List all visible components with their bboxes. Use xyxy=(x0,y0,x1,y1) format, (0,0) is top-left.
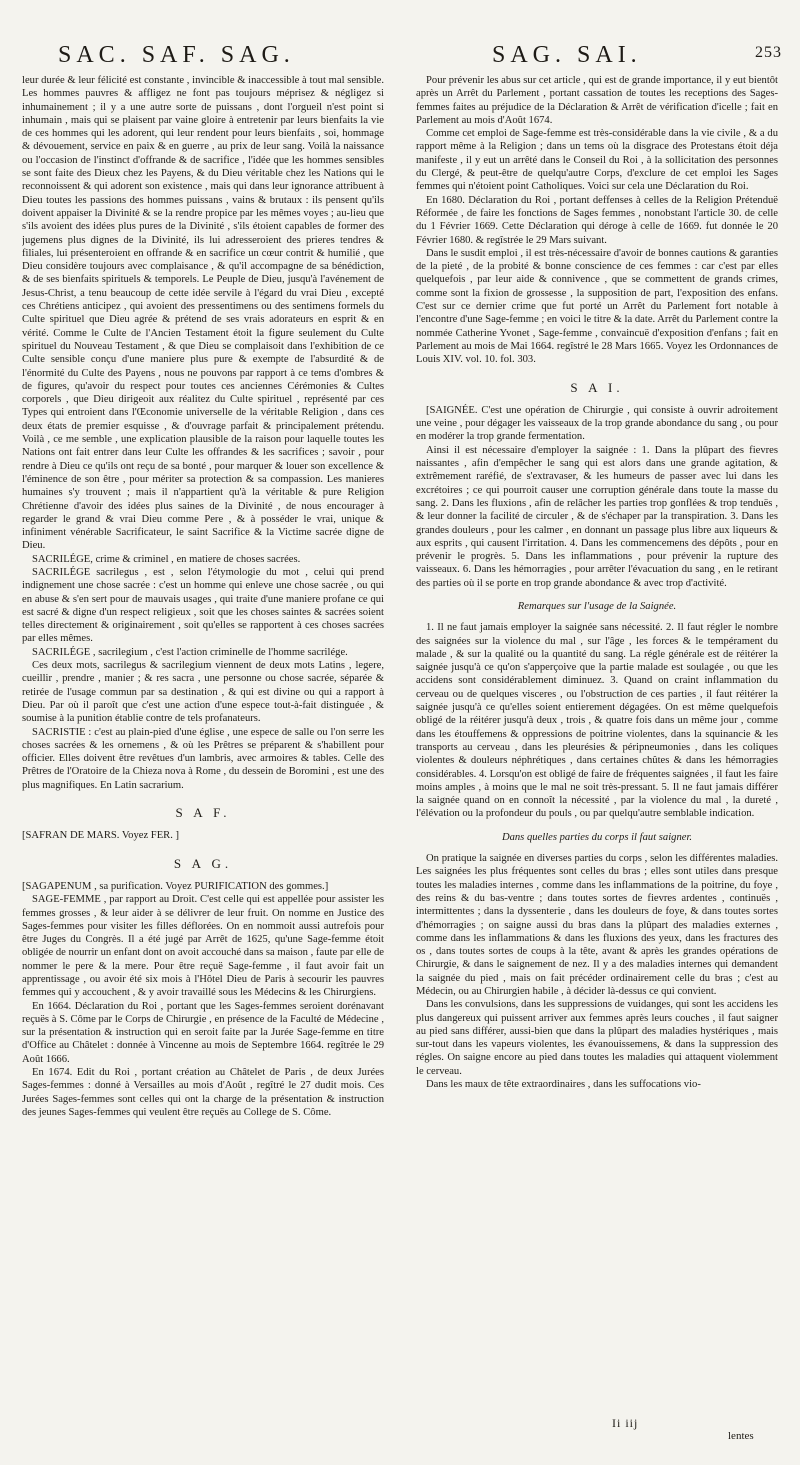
paragraph: Ces deux mots, sacrilegus & sacrilegium viennent de deux mots Latins , legere, cueillir , prendre , manier ; & res sacra , une personne ou chose sacrée, séparée & retirée de l'usage commun par sa destination , & qui est divine ou qui a rapport à Dieu. Par où il paroît que c'est une action d'une espece tout-à-fait distinguée , & soumise à la punition établie contre de tels profanateurs. xyxy=(22,660,384,725)
left-column xyxy=(22,74,384,1444)
signature-mark: Ii iij xyxy=(612,1416,639,1430)
paragraph: Pour prévenir les abus sur cet article , qui est de grande importance, il y eut bientôt après un Arrêt du Parlement , portant cassation de toutes les receptions des Sages-femmes faites au préjudice de la Déclaration & Arrêt de vérification d'icelle ; fait en Parlement au mois d'Août 1674. xyxy=(416,75,778,126)
paragraph: Dans les convulsions, dans les suppressions de vuidanges, qui sont les accidens les plus dangereux qui puissent arriver aux femmes après leurs couches , il faut saigner au pied sans différer, aussi-bien que dans la plûpart des maladies hystériques , mais sur-tout dans les vapeurs violentes, les évanouissemens, & dans la suppression des régles. On saigne encore au pied dans toutes les maladies qui attaquent violemment le cerveau. xyxy=(416,999,778,1077)
running-head-left: SAC. SAF. SAG. xyxy=(58,42,295,68)
paragraph: Ainsi il est nécessaire d'employer la saignée : 1. Dans la plûpart des fievres naissantes , afin d'empêcher le sang qui est alors dans une grande agitation, & extrêmement raréfié, de s'extravaser, & les humeurs de passer avec lui dans les excrétoires ; ce qui pourroit causer une corruption générale dans toute la masse du sang. 2. Dans les fluxions , afin de relâcher les parties trop gonflées & trop tenduës , & leur donner la facilité de circuler , & de s'échaper par la transpiration. 3. Dans les grandes douleurs , pour les calmer , en donnant un passage plus libre aux liqueurs & aux esprits , qui causent l'irritation. 4. Dans les commencemens des dépôts , pour en prévenir le progrès. 5. Dans les inflammations , pour prévenir la rupture des vaisseaux. 6. Dans les hémorragies , pour arrêter l'évacuation du sang , en le retirant des parties où il se porte en trop grande abondance & avec trop d'activité. xyxy=(416,444,778,589)
catchword: lentes xyxy=(728,1430,754,1442)
subheading-remarques: Remarques sur l'usage de la Saignée. xyxy=(517,600,677,612)
paragraph: [SAGAPENUM , sa purification. Voyez PURIFICATION des gommes.] xyxy=(22,880,329,892)
running-head-right: SAG. SAI. xyxy=(492,42,642,68)
paragraph: [SAIGNÉE. C'est une opération de Chirurgie , qui consiste à ouvrir adroitement une veine , pour dégager les vaisseaux de la trop grande abondance du sang , ou pour en modérer la trop grande fermentation. xyxy=(416,404,778,443)
paragraph: SACRISTIE : c'est au plain-pied d'une église , une espece de salle ou l'on serre les choses sacrées & les ornemens , & où les Prêtres se préparent & s'habillent pour officier. Elles doivent être revêtues d'un lambris, avec armoires & tables. Celle des Prêtres de l'Oratoire de la Chieza nova à Rome , du dessein de Boromini , est une des plus magnifiques. En Latin sacrarium. xyxy=(22,726,384,791)
entry-safran: [SAFRAN DE MARS. Voyez FER. ] xyxy=(22,830,180,842)
paragraph: Comme cet emploi de Sage-femme est très-considérable dans la vie civile , & a du rapport même à la Religion ; dans un tems où la disgrace des Protestans étoit déja manifeste , il y eut un arrêté dans le Conseil du Roi , à la sollicitation des personnes du Clergé, & peut-être de quelqu'autre Corps, d'exclure de cet emploi les Sages femmes qui n'étoient point Catholiques. Voici sur cela une Déclaration du Roi. xyxy=(416,128,778,193)
paragraph: En 1674. Edit du Roi , portant création au Châtelet de Paris , de deux Jurées Sages-femmes : donné à Versailles au mois d'Août , regîtré le 27 dudit mois. Ces Jurées Sages-femmes sont celles qui ont la charge de la présentation & instruction des jeunes Sages-femmes qui veulent être reçuës au College de S. Côme. xyxy=(22,1067,384,1118)
paragraph: 1. Il ne faut jamais employer la saignée sans nécessité. 2. Il faut régler le nombre des saignées sur la violence du mal , sur l'âge , les forces & le tempérament du malade , & sur la qualité ou la quantité du sang. La régle générale est de réitérer la saignée jusqu'à ce qu'on s'apperçoive que la partie malade est soulagée , ou que les accidens sont considérablement diminuez. 3. Quand on craint inflammation du cerveau ou de quelques visceres , ou l'obstruction de ces parties , il faut réitérer la saignée jusqu'à ce qu'elles soient entierement dégagées. On est même quelquefois obligé de la réitérer jusqu'à deux , trois , & quatre fois dans un même jour , comme dans les étouffemens & oppressions de poitrine violentes, dans la squinancie & les transports au cerveau , dans les pleurésies & péripneumonies , dans les coliques violentes & douleurs néphrétiques , dans certaines chûtes & dans les hémorragies considérables. 4. Lorsqu'on est obligé de faire de fréquentes saignées , il faut les faire moins amples , à moins que le mal ne soit très-pressant. 5. Il ne faut jamais différer la saignée quand on en connoît la nécessité , par la violence du mal , la dureté , l'élévation ou la profondeur du pouls , ou par quelqu'autre semblable indication. xyxy=(416,622,778,820)
paragraph: SAGE-FEMME , par rapport au Droit. C'est celle qui est appellée pour assister les femmes grosses , & leur aider à se délivrer de leur fruit. On nomme en Justice des Sages-femmes pour visiter les filles déflorées. On en nommoit aussi autrefois pour être Juges du Congrès. Il a été jugé par Arrêt de 1625, qu'une Sage-femme étoit obligée de nourrir un enfant dont on avoit accouché dans sa maison , faute par elle de nommer le pere & la mere. Pour être reçuë Sage-femme , il faut avoir fait un apprentissage , ou avoir été six mois à l'Hôtel Dieu de Paris à secourir les pauvres femmes qui y accouchent , & y avoir travaillé sous les Médecins & les Chirurgiens. xyxy=(22,894,384,999)
paragraph: On pratique la saignée en diverses parties du corps , selon les différentes maladies. Les saignées les plus fréquentes sont celles du bras ; elles sont utiles dans presque toutes les maladies internes , comme dans les inflammations de la poitrine, du foye , des reins & du bas-ventre ; dans toutes sortes de fievres ardentes , continuës , intermittentes ; dans la dyssenterie , dans les douleurs de foye, & dans toutes sortes d'hémorragies ; on saigne aussi du bras dans la plûpart des maladies externes , comme dans les inflammations & dans les fluxions des yeux, dans les fractures des os , dans toutes sortes de coups à la tête, avant & après les grandes opérations de Chirurgie, & dans le saignement de nez. Il y a des maladies internes qui demandent la saignée du pied , mais on fait précéder ordinairement celle du bras ; c'est au Médecin, ou au Chirurgien habile , à décider là-dessus ce qui convient. xyxy=(416,853,778,997)
paragraph: SACRILÉGE, crime & criminel , en matiere de choses sacrées. xyxy=(32,553,301,565)
paragraph: En 1680. Déclaration du Roi , portant deffenses à celles de la Religion Prétenduë Réformée , de faire les fonctions de Sages femmes , nonobstant l'article 30. de celle du 1 Février 1669. Cette Déclaration qui déroge à celle de 1669. fut donnée le 20 Février 1680. & regîstrée le 29 Mars suivant. xyxy=(416,194,778,246)
right-column xyxy=(416,74,778,1444)
paragraph: SACRILÉGE sacrilegus , est , selon l'étymologie du mot , celui qui prend indignement une chose sacrée : c'est un homme qui enleve une chose sacrée , ou qui en abuse & s'en sert pour de mauvais usages , qui traite d'une maniere profane ce qui est sacré & digne d'un respect religieux , soit que les choses saintes & sacrées soient telles directement & originairement , soit qu'elles se rapportent à ces choses sacrées par elles mêmes. xyxy=(22,566,384,645)
paragraph: Dans le susdit emploi , il est très-nécessaire d'avoir de bonnes cautions & garanties de la pieté , de la probité & bonne conscience de ces femmes : car c'est par elles quelquefois , par leur aide & connivence , que se commettent de grands crimes, comme sont la fixion de grossesse , la supposition de part, l'exposition des enfans. C'est sur ce dernier crime que fut porté un Arrêt du Parlement fort notable à l'encontre d'une Sage-femme ; en voici le titre & la date. Arrêt du Parlement contre la nommée Catherine Yvonet , Sage-femme , convaincuë d'exposition d'enfans ; fait en Parlement au mois de Mai 1664. regîstré le 28 Mars 1665. Voyez les Ordonnances de Louis XIV. vol. 10. fol. 303. xyxy=(416,247,778,366)
section-heading-sai: S A I. xyxy=(570,379,624,395)
paragraph: leur durée & leur félicité est constante , invincible & inaccessible à tout mal sensible. Les hommes pauvres & affligez ne font pas toujours méprisez & négligez si inhumainement ; il y a une autre sorte de puissans , dont l'orgueil n'est point si inhumain , mais qui se plaisent par vaine gloire à entretenir par leurs bienfaits la vie de ces hommes qui les adorent, qui leur rendent pour leurs bienfaits , soi, hommage & dévouement, service en paix & en guerre , au prix de leur sang. Voilà la naissance ou l'occasion de l'instinct d'offrande & de sacrifice , l'idée que les hommes sensibles se sont faite des Dieux chez les Payens, & du Dieu véritable chez les Nations qui le reconnoissent & qui adorent son existence , mais qui dans leur ignorance attribuent à Dieu toutes les passions des hommes puissans , vains & brutaux : ils pensent qu'ils doivent appaiser la Divinité & se la rendre propice par les mêmes voyes ; au-lieu que s'ils avoient des idées plus pures de la Divinité , s'ils étoient capables de former des jugemens plus dignes de la Divinité, ils lui adresseroient des prieres tendres & filiales, lui présenteroient en offrande & en sacrifice un cœur contrit & humilié , que Dieu considère toujours avec complaisance , & qu'il accompagne de sa bénédiction, & de ses bienfaits spirituels & temporels. Le Peuple de Dieu, jusqu'à l'avénement de Jesus-Christ, a tenu beaucoup de cette idée servile à l'égard du vrai Dieu , excepté ces Chrétiens anticipez , qui avoient des pressentimens ou des sentimens formels du Culte spirituel que Dieu agrée & prétend de ses vrais adorateurs en esprit & en vérité. Comme le Culte de l'Ancien Testament étoit la figure seulement du Culte spirituel du Nouveau Testament , & que Dieu se complaisoit dans l'exhibition de ce Culte sensible conçu d'une maniere plus pure & exempte de l'absurdité & de l'énormité du Culte des Payens , nous ne pouvons par rapport à ce tems d'ombres & de figures, qu'avoir du respect pour toutes ces anciennes Cérémonies & Cultes corporels , que Dieu dirigeoit aux réalitez du Culte spirituel , représenté par ces Types qui entroient dans l'Œconomie universelle de la véritable Religion , dans ces deux états de premier esquisse , & d'ouvrage parfait & principalement prétendu. Voilà , ce me semble , une explication plausible de la raison pour laquelle toutes les Nations ont fait entrer dans leur Culte les offrandes & les sacrifices ; savoir , pour rendre à Dieu ce qu'ils ont reçu de sa bonté , pour marquer & louer son excellence & l'éminence de son être , pour mériter sa protection & sa compassion. Les manieres humaines s'y trouvent ; mais il n'appartient qu'à la véritable & pure Religion Chrétienne d'avoir des idées plus saines de la Divinité , de nous encourager à regarder le grand & vrai Dieu comme Pere , & à posséder le vrai, unique & infiniment vénérable Sacrificateur, le saint Sacrifice & la Victime sacrée digne de Dieu. xyxy=(22,75,384,552)
subheading-parties: Dans quelles parties du corps il faut saigner. xyxy=(501,831,693,843)
paragraph: SACRILÉGE , sacrilegium , c'est l'action criminelle de l'homme sacrilége. xyxy=(32,646,348,658)
paragraph: Dans les maux de tête extraordinaires , dans les suffocations vio- xyxy=(426,1079,701,1091)
section-heading-sag: S A G. xyxy=(173,855,233,871)
paragraph: En 1664. Déclaration du Roi , portant que les Sages-femmes seroient dorénavant reçuës à S. Côme par le Corps de Chirurgie , en présence de la Faculté de Médecine , sur la présentation & instruction qui en seroit faite par la Jurée Sage-femme en titre d'Office au Châtelet : donnée à Vincenne au mois de Septembre 1664. regîtrée le 29 Août 1666. xyxy=(22,1000,384,1065)
section-heading-saf: S A F. xyxy=(175,805,231,821)
page-number: 253 xyxy=(755,44,782,61)
